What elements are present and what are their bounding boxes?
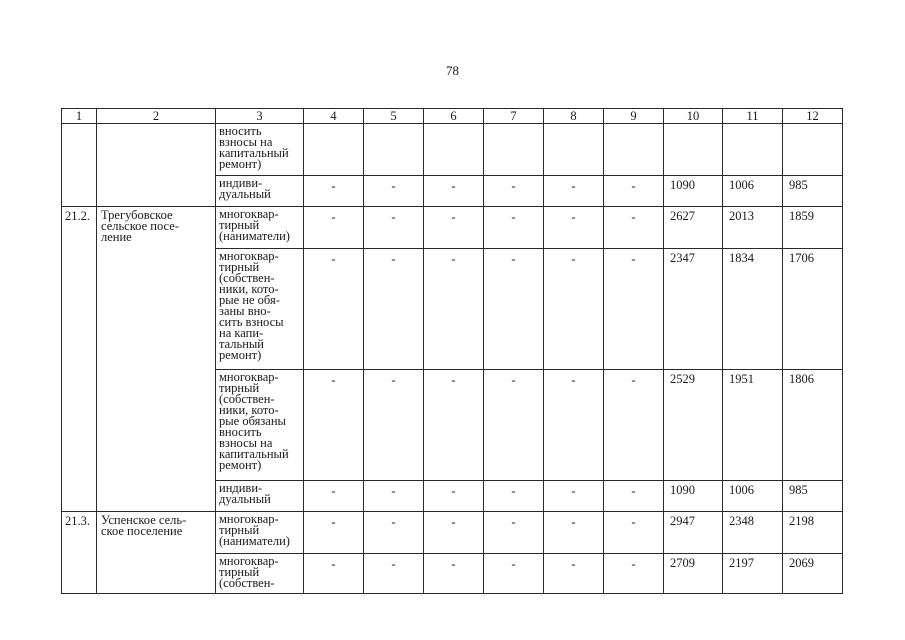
housing-category-line: многоквар- <box>219 249 279 263</box>
dash-cell: - <box>424 249 484 370</box>
dash-cell: - <box>484 481 544 512</box>
value-cell: 1090 <box>664 176 723 207</box>
dash-cell: - <box>484 207 544 249</box>
value-cell: 985 <box>783 176 843 207</box>
dash-cell: - <box>604 207 664 249</box>
housing-category-line: (собствен- <box>219 271 275 285</box>
housing-category-line: капитальный <box>219 447 289 461</box>
settlement-name-line: Трегубовское <box>101 208 173 222</box>
dash-cell: - <box>364 512 424 554</box>
dash-cell: - <box>364 370 424 481</box>
dash-cell <box>364 124 424 176</box>
header-cell: 12 <box>783 109 843 124</box>
housing-category-line: вносить <box>219 124 262 138</box>
value-cell: 2709 <box>664 554 723 594</box>
dash-cell: - <box>544 481 604 512</box>
housing-category-line: взносы на <box>219 436 273 450</box>
housing-category-line: рые не обя- <box>219 293 280 307</box>
housing-category-line: индиви- <box>219 481 263 495</box>
dash-cell <box>304 124 364 176</box>
value-cell <box>664 124 723 176</box>
header-row <box>62 109 843 124</box>
dash-cell: - <box>484 554 544 594</box>
row-code: 21.3. <box>62 512 97 594</box>
dash-cell: - <box>424 481 484 512</box>
dash-cell: - <box>544 370 604 481</box>
value-cell <box>723 124 783 176</box>
housing-category-line: многоквар- <box>219 554 279 568</box>
row-code <box>62 124 97 207</box>
value-cell: 1090 <box>664 481 723 512</box>
settlement-name <box>97 512 216 594</box>
housing-category-line: дуальный <box>219 492 271 506</box>
housing-category-line: капитальный <box>219 146 289 160</box>
housing-category-line: ники, кото- <box>219 403 279 417</box>
dash-cell: - <box>424 207 484 249</box>
value-cell: 1806 <box>783 370 843 481</box>
row-code: 21.2. <box>62 207 97 512</box>
dash-cell: - <box>364 249 424 370</box>
dash-cell: - <box>424 370 484 481</box>
housing-category-line: заны вно- <box>219 304 271 318</box>
dash-cell: - <box>544 512 604 554</box>
housing-category-line: тирный <box>219 523 260 537</box>
dash-cell <box>604 124 664 176</box>
dash-cell: - <box>484 249 544 370</box>
tariff-table <box>61 108 843 594</box>
housing-category-line: (собствен- <box>219 392 275 406</box>
table-body <box>62 124 843 594</box>
dash-cell: - <box>304 481 364 512</box>
table-row <box>62 207 843 249</box>
settlement-name-line: Успенское сель- <box>101 513 187 527</box>
value-cell: 2013 <box>723 207 783 249</box>
dash-cell: - <box>304 512 364 554</box>
header-cell: 8 <box>544 109 604 124</box>
dash-cell: - <box>304 370 364 481</box>
housing-category-line: дуальный <box>219 187 271 201</box>
housing-category <box>216 554 304 594</box>
settlement-name <box>97 124 216 207</box>
dash-cell <box>544 124 604 176</box>
header-cell: 11 <box>723 109 783 124</box>
housing-category-line: на капи- <box>219 326 264 340</box>
table-row <box>62 512 843 554</box>
housing-category <box>216 370 304 481</box>
dash-cell: - <box>544 554 604 594</box>
dash-cell: - <box>544 207 604 249</box>
settlement-name-line: ление <box>101 230 132 244</box>
dash-cell: - <box>364 481 424 512</box>
value-cell: 2529 <box>664 370 723 481</box>
housing-category-line: многоквар- <box>219 207 279 221</box>
housing-category-line: (наниматели) <box>219 534 290 548</box>
dash-cell: - <box>424 512 484 554</box>
header-cell: 2 <box>97 109 216 124</box>
housing-category-line: сить взносы <box>219 315 284 329</box>
housing-category <box>216 249 304 370</box>
housing-category-line: взносы на <box>219 135 273 149</box>
housing-category-line: индиви- <box>219 176 263 190</box>
dash-cell: - <box>604 512 664 554</box>
value-cell: 1834 <box>723 249 783 370</box>
housing-category-line: ники, кото- <box>219 282 279 296</box>
value-cell: 2627 <box>664 207 723 249</box>
housing-category-line: тирный <box>219 260 260 274</box>
dash-cell <box>484 124 544 176</box>
value-cell: 1706 <box>783 249 843 370</box>
header-cell: 6 <box>424 109 484 124</box>
dash-cell: - <box>304 249 364 370</box>
header-cell: 9 <box>604 109 664 124</box>
housing-category-line: вносить <box>219 425 262 439</box>
dash-cell: - <box>364 554 424 594</box>
housing-category-line: рые обязаны <box>219 414 286 428</box>
housing-category-line: многоквар- <box>219 370 279 384</box>
dash-cell: - <box>604 370 664 481</box>
housing-category <box>216 512 304 554</box>
housing-category <box>216 481 304 512</box>
settlement-name <box>97 207 216 512</box>
header-cell: 3 <box>216 109 304 124</box>
housing-category-line: тирный <box>219 381 260 395</box>
dash-cell: - <box>604 554 664 594</box>
value-cell: 2947 <box>664 512 723 554</box>
housing-category <box>216 207 304 249</box>
value-cell: 1859 <box>783 207 843 249</box>
housing-category-line: тальный <box>219 337 264 351</box>
value-cell: 985 <box>783 481 843 512</box>
value-cell: 2347 <box>664 249 723 370</box>
dash-cell: - <box>544 176 604 207</box>
value-cell: 1006 <box>723 176 783 207</box>
dash-cell: - <box>604 249 664 370</box>
housing-category-line: тирный <box>219 218 260 232</box>
dash-cell: - <box>484 512 544 554</box>
dash-cell: - <box>364 207 424 249</box>
value-cell: 2197 <box>723 554 783 594</box>
page-number: 78 <box>446 63 459 78</box>
settlement-name-line: ское поселение <box>101 524 183 538</box>
housing-category-line: ремонт) <box>219 458 262 472</box>
housing-category-line: (наниматели) <box>219 229 290 243</box>
table-row <box>62 124 843 176</box>
header-cell: 7 <box>484 109 544 124</box>
header-cell: 10 <box>664 109 723 124</box>
dash-cell: - <box>304 176 364 207</box>
housing-category <box>216 176 304 207</box>
housing-category-line: тирный <box>219 565 260 579</box>
housing-category-line: ремонт) <box>219 348 262 362</box>
housing-category-line: многоквар- <box>219 512 279 526</box>
housing-category-line: ремонт) <box>219 157 262 171</box>
header-cell: 5 <box>364 109 424 124</box>
dash-cell: - <box>604 176 664 207</box>
dash-cell: - <box>304 207 364 249</box>
dash-cell: - <box>304 554 364 594</box>
table-header <box>62 109 843 124</box>
dash-cell <box>424 124 484 176</box>
dash-cell: - <box>544 249 604 370</box>
dash-cell: - <box>424 176 484 207</box>
dash-cell: - <box>364 176 424 207</box>
header-cell: 4 <box>304 109 364 124</box>
value-cell: 1006 <box>723 481 783 512</box>
housing-category-line: (собствен- <box>219 576 275 590</box>
header-cell: 1 <box>62 109 97 124</box>
dash-cell: - <box>484 176 544 207</box>
value-cell: 1951 <box>723 370 783 481</box>
value-cell: 2198 <box>783 512 843 554</box>
dash-cell: - <box>604 481 664 512</box>
value-cell: 2348 <box>723 512 783 554</box>
housing-category <box>216 124 304 176</box>
settlement-name-line: сельское посе- <box>101 219 179 233</box>
value-cell: 2069 <box>783 554 843 594</box>
value-cell <box>783 124 843 176</box>
dash-cell: - <box>484 370 544 481</box>
dash-cell: - <box>424 554 484 594</box>
